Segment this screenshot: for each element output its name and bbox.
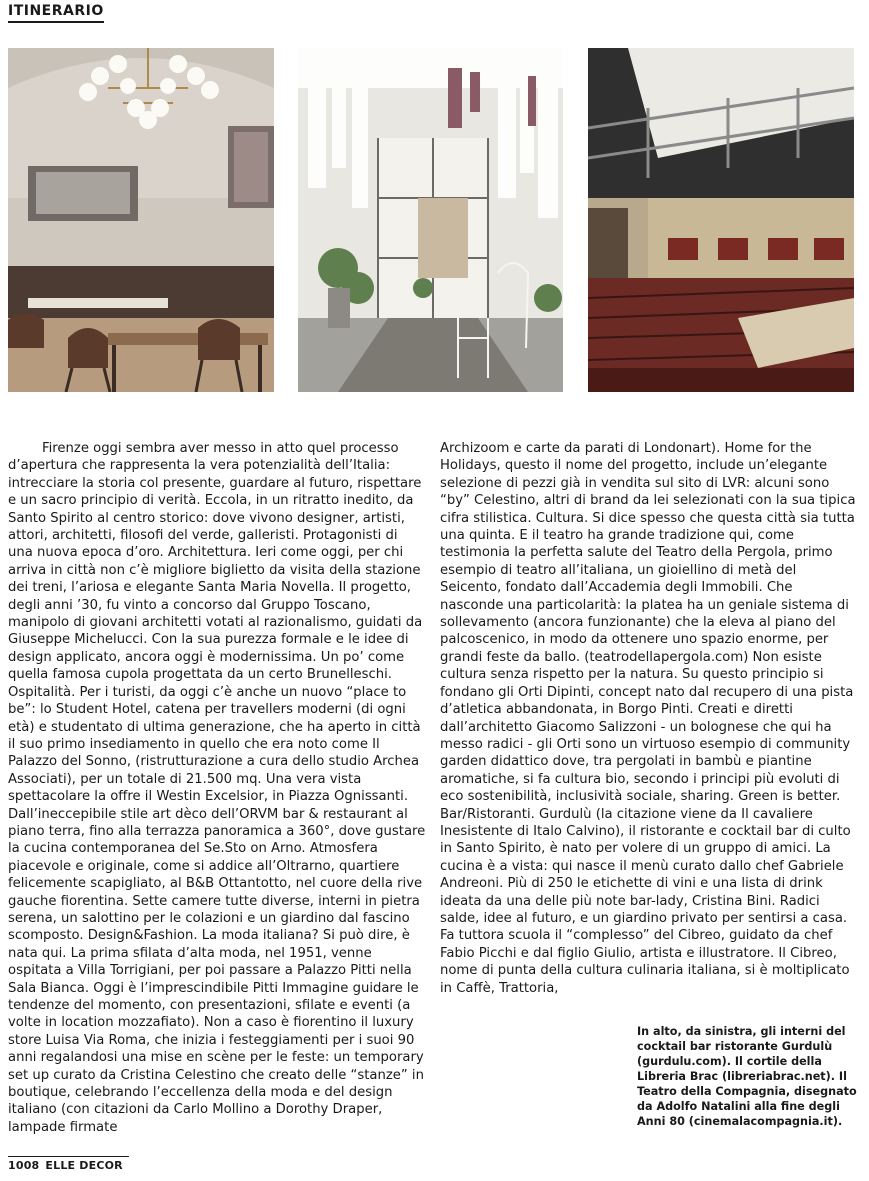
photo-library-courtyard — [298, 48, 563, 392]
magazine-name: ELLE DECOR — [45, 1159, 123, 1172]
article-column-left — [8, 440, 426, 1136]
courtyard-image — [298, 48, 563, 392]
photo-caption: In alto, da sinistra, gli interni del cocktail bar ristorante Gurdulù (gurdulu.com). Il cortile della Libreria Brac (libreriabrac.net). Il Teatro della Compagnia, disegnato da Adolfo Natalini alla fine degli Anni 80 (cinemalacompagnia.it). — [637, 1025, 857, 1128]
photo-restaurant-interior — [8, 48, 274, 392]
restaurant-image — [8, 48, 274, 392]
article-text-left: Firenze oggi sembra aver messo in atto quel processo d’apertura che rappresenta la vera potenzialità dell’Italia: intrecciare la storia col presente, guardare al futuro, rispettare e un sacro principio di verità. Eccola, in un ritratto inedito, da Santo Spirito al centro storico: dove vivono designer, artisti, attori, architetti, filosofi del verde, galleristi. Protagonisti di una nuova epoca d’oro. Architettura. Ieri come oggi, per chi arriva in città non c’è migliore biglietto da visita della stazione dei treni, l’ariosa e elegante Santa Maria Novella. Il progetto, degli anni ’30, fu vinto a concorso dal Gruppo Toscano, manipolo di giovani architetti votati al razionalismo, guidati da Giuseppe Michelucci. Con la sua purezza formale e le idee di design applicato, ancora oggi è modernissima. Un po’ come quella famosa cupola progettata da un certo Brunelleschi. Ospitalità. Per i turisti, da oggi c’è anche un nuovo “place to be”: lo Student Hotel, catena per travellers moderni (di ogni età) e studentato di ultima generazione, che ha aperto in città il suo primo insediamento in quello che era noto come Il Palazzo del Sonno, (ristrutturazione a cura dello studio Archea Associati), per un totale di 21.500 mq. Una vera vista spettacolare la offre il Westin Excelsior, in Piazza Ognissanti. Dall’ineccepibile stile art dèco dell’ORVM bar & restaurant al piano terra, fino alla terrazza panoramica a 360°, dove gustare la cucina contemporanea del Se.Sto on Arno. Atmosfera piacevole e originale, come si addice all’Oltrarno, quartiere felicemente scapigliato, al B&B Ottantotto, nel cuore della rive gauche fiorentina. Sette camere tutte diverse, interni in pietra serena, un salottino per le colazioni e un giardino dal fascino scomposto. Design&Fashion. La moda italiana? Si può dire, è nata qui. La prima sfilata d’alta moda, nel 1951, venne ospitata a Villa Torrigiani, per poi passare a Palazzo Pitti nella Sala Bianca. Oggi è l’imprescindibile Pitti Immagine guidare le tendenze del momento, con presentazioni, sfilate e eventi (a volte in location mozzafiato). Non a caso è fiorentino il luxury store Luisa Via Roma, che inizia i festeggiamenti per i suoi 90 anni regalandosi una mise en scène per le feste: un temporary set up curato da Cristina Celestino che creato delle “stanze” in boutique, celebrando l’eccellenza della moda e del design italiano (con citazioni da Carlo Mollino a Dorothy Draper, lampade firmate — [8, 441, 426, 1135]
page-footer — [8, 1156, 129, 1172]
article-text-right: Archizoom e carte da parati di Londonart). Home for the Holidays, questo il nome del progetto, include un’elegante selezione di pezzi già in vendita sul sito di LVR: alcuni sono “by” Celestino, altri di brand da lei selezionati con la sua tipica cifra stilistica. Cultura. Si dice spesso che questa città sia tutta una quinta. E il teatro ha grande tradizione qui, come testimonia la perfetta salute del Teatro della Pergola, primo esempio di teatro all’italiana, un gioiellino di metà del Seicento, fondato dall’Accademia degli Immobili. Che nasconde una particolarità: la platea ha un geniale sistema di sollevamento (ancora funzionante) che la eleva al piano del palcoscenico, in modo da ottenere uno spazio enorme, per grandi feste da ballo. (teatrodellapergola.com) Non esiste cultura senza rispetto per la natura. Su questo principio si fondano gli Orti Dipinti, concept nato dal recupero di una pista d’atletica abbandonata, in Borgo Pinti. Creati e diretti dall’architetto Giacomo Salizzoni - un bolognese che qui ha messo radici - gli Orti sono un virtuoso esempio di community garden didattico dove, tra pergolati in bambù e piantine aromatiche, si fa cultura bio, secondo i principi più evoluti di eco sostenibilità, inclusività sociale, sharing. Green is better. Bar/Ristoranti. Gurdulù (la citazione viene da Il cavaliere Inesistente di Italo Calvino), il ristorante e cocktail bar di culto in Santo Spirito, è nato per volere di un gruppo di amici. La cucina è a vista: qui nasce il menù curato dallo chef Gabriele Andreoni. Più di 250 le etichette di vini e una lista di drink ideata da una delle più note bar-lady, Cristina Bini. Radici salde, idee al futuro, e un giardino privato per sentirsi a casa. Fa tuttora scuola il “complesso” del Cibreo, guidato da chef Fabio Picchi e dal figlio Giulio, artista e illustratore. Il Cibreo, nome di punta della cultura culinaria italiana, si è moltiplicato in Caffè, Trattoria, — [440, 441, 856, 996]
theatre-image — [588, 48, 854, 392]
article-column-right — [440, 440, 858, 997]
photo-theatre — [588, 48, 854, 392]
page-number: 1008 — [8, 1159, 40, 1172]
section-title: ITINERARIO — [8, 3, 104, 23]
